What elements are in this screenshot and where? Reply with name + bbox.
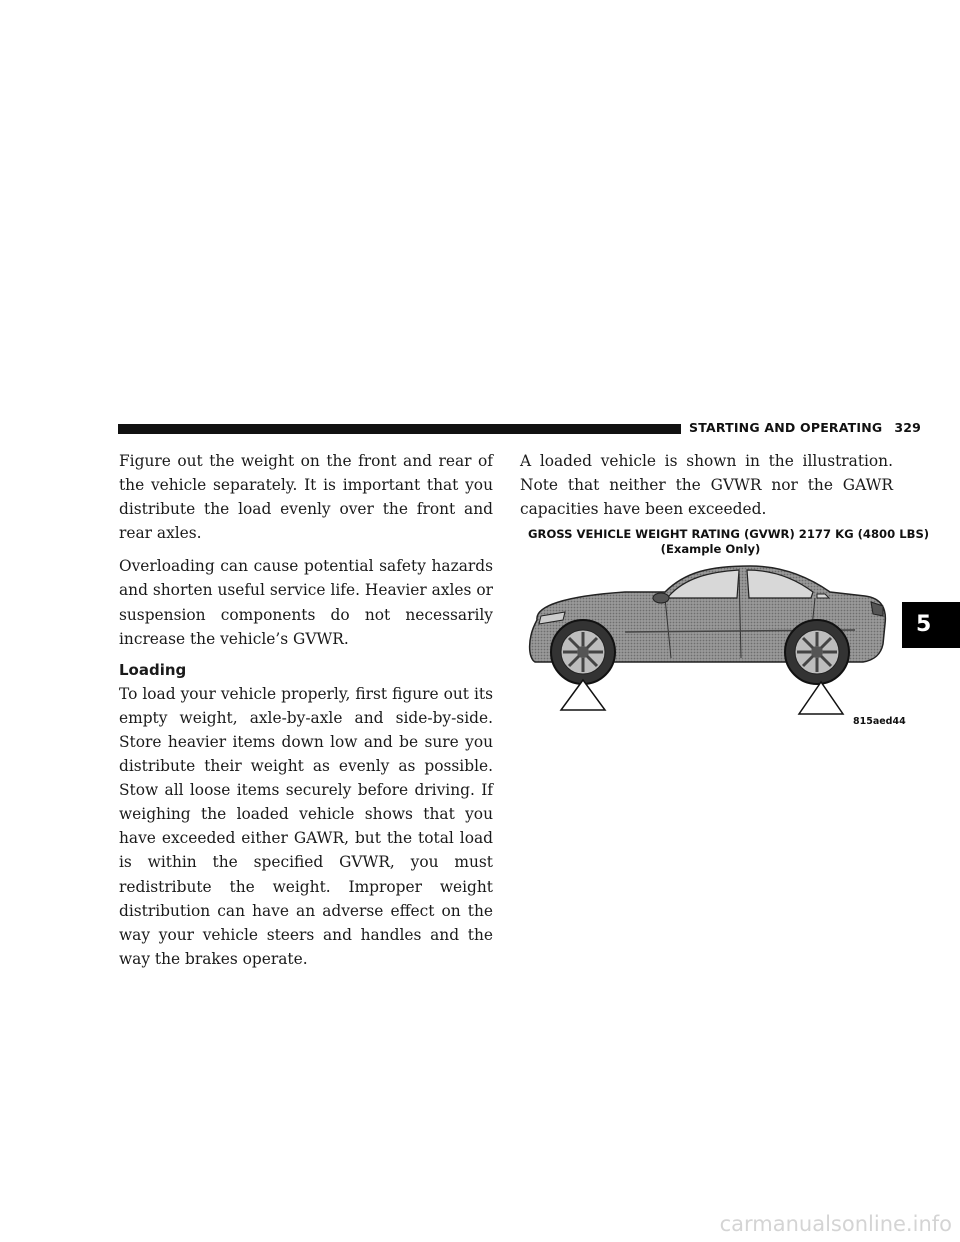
section-title: STARTING AND OPERATING — [689, 420, 883, 435]
paragraph-loaded-vehicle: A loaded vehicle is shown in the illustration. Note that neither the GVWR nor the GAWR capacities have been exceeded. — [520, 452, 893, 519]
figure-caption — [528, 527, 930, 557]
paragraph-overloading: Overloading can cause potential safety hazards and shorten useful service life. Heavier axles or suspension components do not necessarily increase the vehicle’s GVWR. — [119, 557, 493, 648]
loading-heading: Loading — [119, 660, 187, 679]
chapter-tab[interactable]: 5 — [902, 602, 960, 648]
header-rule — [118, 424, 681, 434]
figure-caption-note: (Example Only) — [660, 542, 761, 556]
figure-caption-title: GROSS VEHICLE WEIGHT RATING (GVWR) 2177 KG (4800 LBS) — [528, 527, 930, 541]
side-mirror — [653, 593, 669, 603]
right-column — [520, 449, 893, 530]
page-number: 329 — [894, 420, 922, 435]
figure-code: 815aed44 — [853, 716, 906, 727]
vehicle-illustration — [525, 558, 897, 738]
rear-axle-scale-triangle — [799, 682, 843, 714]
running-head — [689, 420, 921, 435]
left-column — [119, 449, 493, 980]
paragraph-axle-weight: Figure out the weight on the front and rear of the vehicle separately. It is important that you distribute the load evenly over the front and rear axles. — [119, 452, 493, 543]
watermark[interactable]: carmanualsonline.info — [719, 1212, 952, 1236]
rear-wheel — [785, 620, 849, 684]
front-wheel — [551, 620, 615, 684]
paragraph-loading: To load your vehicle properly, first figure out its empty weight, axle-by-axle and side-by-side. Store heavier items down low and be sure you distribute their weight as evenly as possible. Stow all loose items securely before driving. If weighing the loaded vehicle shows that you have exceeded either GAWR, but the total load is within the specified GVWR, you must redistribute the weight. Improper weight distribution can have an adverse effect on the way your vehicle steers and handles and the way the brakes operate. — [119, 684, 493, 968]
front-axle-scale-triangle — [561, 680, 605, 710]
